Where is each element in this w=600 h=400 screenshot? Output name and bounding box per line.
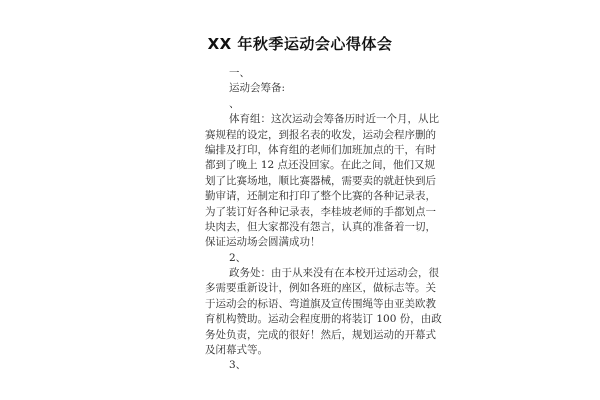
section-subheading: 运动会筹备: (229, 82, 286, 95)
paragraph-line: 编排及打印，体育组的老师们加班加点的干，有时 (205, 143, 436, 156)
document-title: XX 年秋季运动会心得体会 (207, 35, 393, 53)
paragraph-line: 政务处：由于从来没有在本校开过运动会，很 (229, 267, 439, 280)
item-marker: 2、 (229, 251, 247, 264)
paragraph-line: 为了装订好各种记录表，李桂坡老师的手都划点一 (205, 205, 436, 218)
item-marker: 3、 (229, 359, 247, 372)
paragraph-line: 块肉去，但大家都没有怨言，认真的准备着一切， (205, 220, 436, 233)
paragraph-line: 于运动会的标语、弯道旗及宣传围绳等由亚美欧教 (205, 297, 436, 310)
item-marker: 、 (229, 97, 240, 110)
paragraph-line: 保证运动场会圆满成功！ (205, 236, 321, 249)
paragraph-line: 勤审请，还制定和打印了整个比赛的各种记录表， (205, 190, 436, 203)
paragraph-line: 多需要重新设计，例如各班的座区，做标志等。关 (205, 282, 436, 295)
paragraph-line: 划了比赛场地，顺比赛器械，需要卖的就赶快到后 (205, 174, 436, 187)
section-heading: 一、 (229, 67, 250, 79)
paragraph-line: 育机构赞助。运动会程度册的将装订 100 份，由政 (205, 313, 442, 326)
paragraph-line: 务处负责，完成的很好！然后，规划运动的开幕式 (205, 328, 436, 341)
paragraph-line: 赛规程的设定，到报名表的收发，运动会程序删的 (205, 128, 436, 141)
paragraph-line: 及闭幕式等。 (205, 344, 268, 357)
paragraph-line: 体育组：这次运动会筹备历时近一个月，从比 (229, 113, 439, 126)
paragraph-line: 都到了晚上 12 点还没回家。在此之间，他们又规 (205, 159, 436, 172)
document-body (205, 66, 442, 374)
